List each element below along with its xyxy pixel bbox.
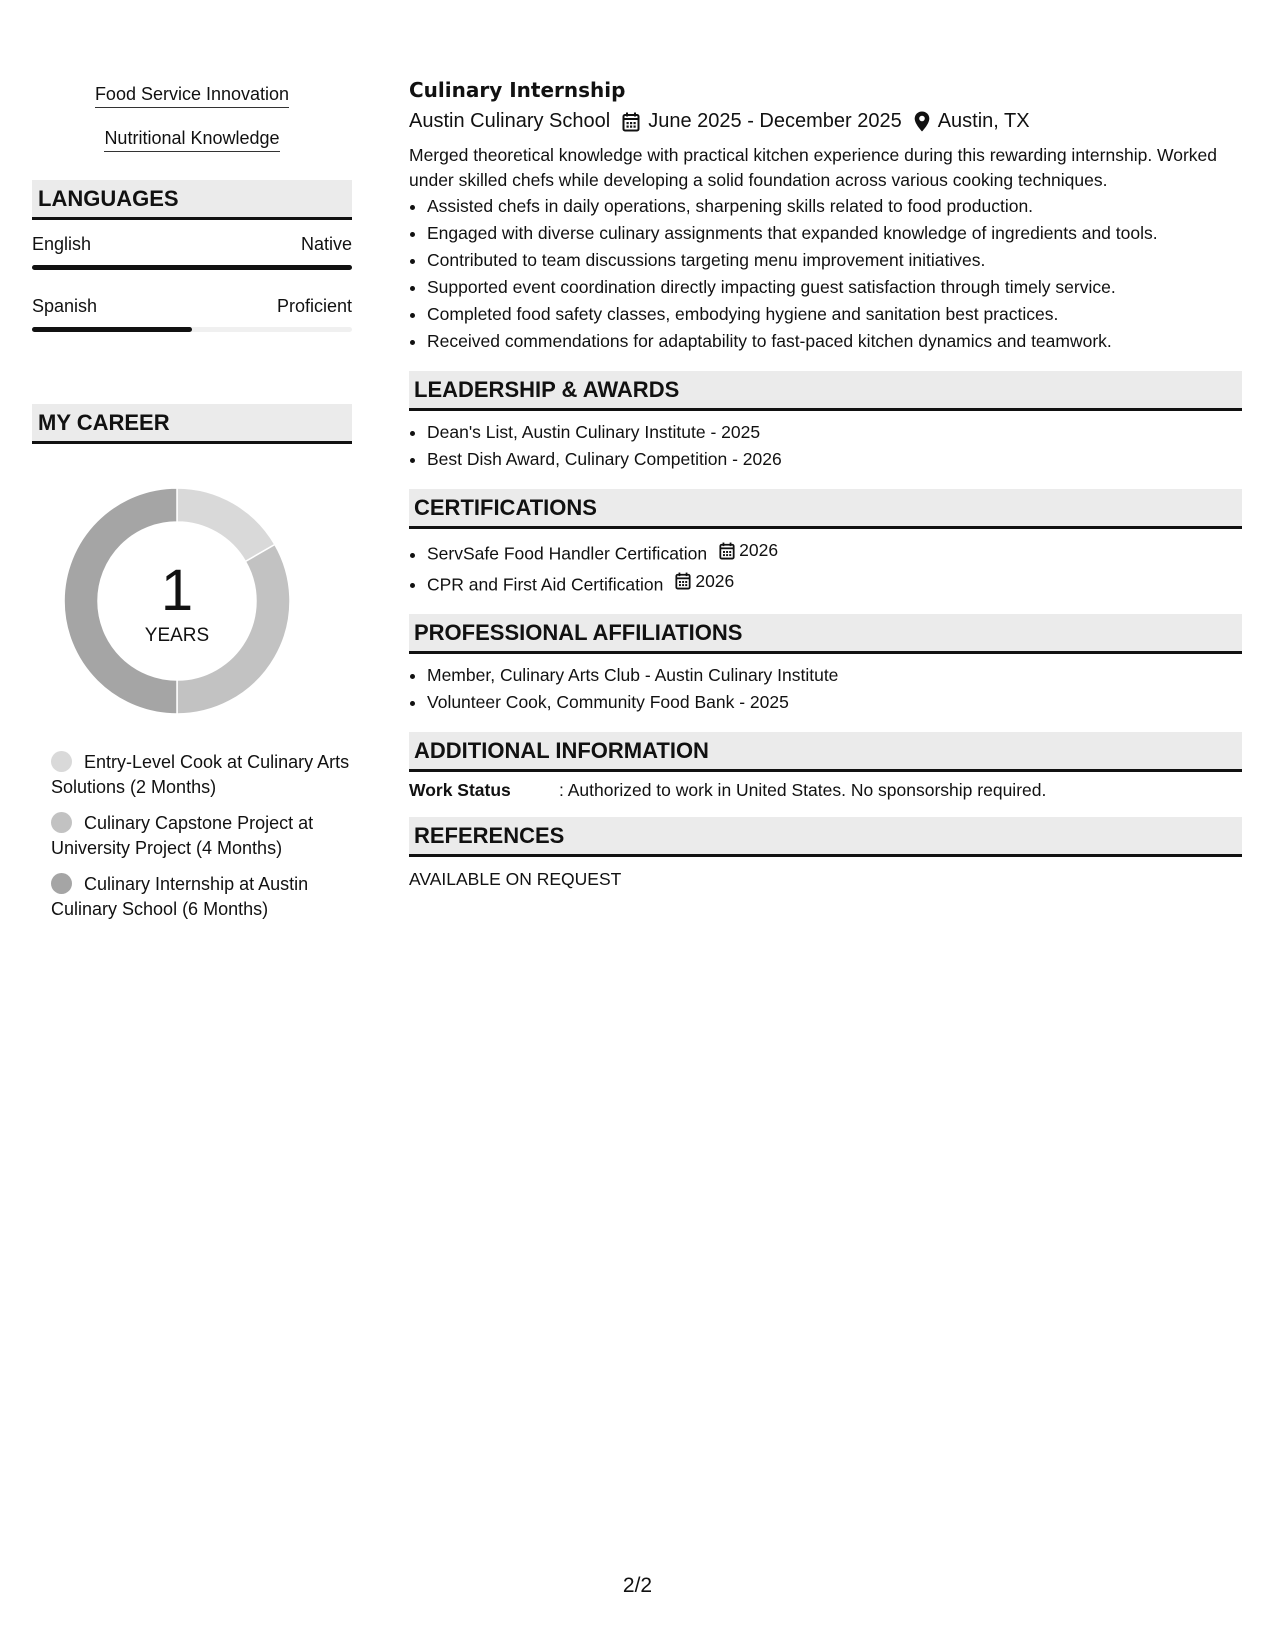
references-text: AVAILABLE ON REQUEST [409, 869, 622, 889]
leadership-list [409, 419, 1242, 473]
career-legend-item [51, 811, 352, 861]
language-level: Native [300, 234, 352, 254]
job-dates: June 2025 - December 2025 [648, 110, 902, 132]
work-status-row [409, 780, 1242, 801]
references-heading: REFERENCES [409, 817, 1242, 857]
job-bullet: • Assisted chefs in daily operations, sharpening skills related to food production. [427, 193, 1242, 220]
job-bullet: • Completed food safety classes, embodying hygiene and sanitation best practices. [427, 301, 1242, 328]
certification-name: CPR and First Aid Certification [427, 574, 664, 594]
certification-name: ServSafe Food Handler Certification [427, 543, 708, 564]
language-entry [32, 296, 352, 332]
certification-year: 2026 [695, 570, 735, 591]
certification-year: 2026 [739, 540, 779, 560]
job-bullet: • Contributed to team discussions targeting menu improvement initiatives. [427, 247, 1242, 274]
leadership-heading: LEADERSHIP & AWARDS [409, 371, 1242, 411]
career-legend-text: Culinary Capstone Project at University Project (4 Months) [51, 813, 314, 858]
career-legend-text: Entry-Level Cook at Culinary Arts Solutions (2 Months) [51, 752, 350, 797]
certification-item [427, 568, 1242, 599]
job-bullet: • Received commendations for adaptability to fast-paced kitchen dynamics and teamwork. [427, 328, 1242, 355]
job-description: Merged theoretical knowledge with practical kitchen experience during this rewarding internship. Worked under skilled chefs while developing a solid foundation across various cooking techniques. [409, 145, 1218, 190]
career-donut-chart [62, 486, 292, 716]
certification-item [427, 537, 1242, 568]
calendar-icon [622, 112, 640, 132]
work-status-label: Work Status [409, 780, 511, 800]
language-bar [32, 327, 352, 332]
language-bar [32, 265, 352, 270]
language-entry [32, 234, 352, 270]
work-status-value: : Authorized to work in United States. No sponsorship required. [559, 780, 1047, 800]
affiliation-item: • Volunteer Cook, Community Food Bank - 2025 [427, 689, 1242, 716]
career-legend-item [51, 872, 352, 922]
career-legend-text: Culinary Internship at Austin Culinary School (6 Months) [51, 874, 309, 919]
skill-item [32, 128, 352, 152]
language-name: English [32, 234, 92, 254]
job-bullet: • Supported event coordination directly impacting guest satisfaction through timely service. [427, 274, 1242, 301]
legend-dot [51, 873, 72, 894]
affiliations-heading: PROFESSIONAL AFFILIATIONS [409, 614, 1242, 654]
experience-entry [409, 78, 1242, 355]
leadership-item: • Best Dish Award, Culinary Competition - 2026 [427, 446, 1242, 473]
language-level: Proficient [276, 296, 352, 316]
legend-dot [51, 751, 72, 772]
languages-heading: LANGUAGES [32, 180, 352, 220]
language-bar-fill [32, 265, 352, 270]
certifications-heading: CERTIFICATIONS [409, 489, 1242, 529]
location-pin-icon [914, 111, 930, 132]
skill-label: Food Service Innovation [95, 84, 289, 108]
affiliation-item: • Member, Culinary Arts Club - Austin Culinary Institute [427, 662, 1242, 689]
main-content [409, 78, 1242, 890]
sidebar [32, 84, 352, 933]
page-number: 2/2 [622, 1574, 653, 1597]
career-heading: MY CAREER [32, 404, 352, 444]
skill-label: Nutritional Knowledge [104, 128, 279, 152]
career-legend-item [51, 750, 352, 800]
job-location: Austin, TX [937, 110, 1030, 132]
job-title: Culinary Internship [409, 78, 626, 102]
language-name: Spanish [32, 296, 98, 316]
job-bullet: • Engaged with diverse culinary assignments that expanded knowledge of ingredients and tools. [427, 220, 1242, 247]
career-total-years: 1 [160, 558, 194, 623]
job-meta [409, 110, 1242, 133]
legend-dot [51, 812, 72, 833]
skill-item [32, 84, 352, 108]
calendar-icon [675, 572, 691, 590]
career-years-unit: YEARS [144, 625, 210, 646]
language-bar-fill [32, 327, 192, 332]
leadership-item: • Dean's List, Austin Culinary Institute - 2025 [427, 419, 1242, 446]
certifications-list [409, 537, 1242, 598]
additional-info-heading: ADDITIONAL INFORMATION [409, 732, 1242, 772]
affiliations-list [409, 662, 1242, 716]
job-bullets [409, 193, 1242, 355]
calendar-icon [719, 542, 735, 560]
career-legend [32, 750, 352, 922]
company-name: Austin Culinary School [409, 110, 611, 132]
